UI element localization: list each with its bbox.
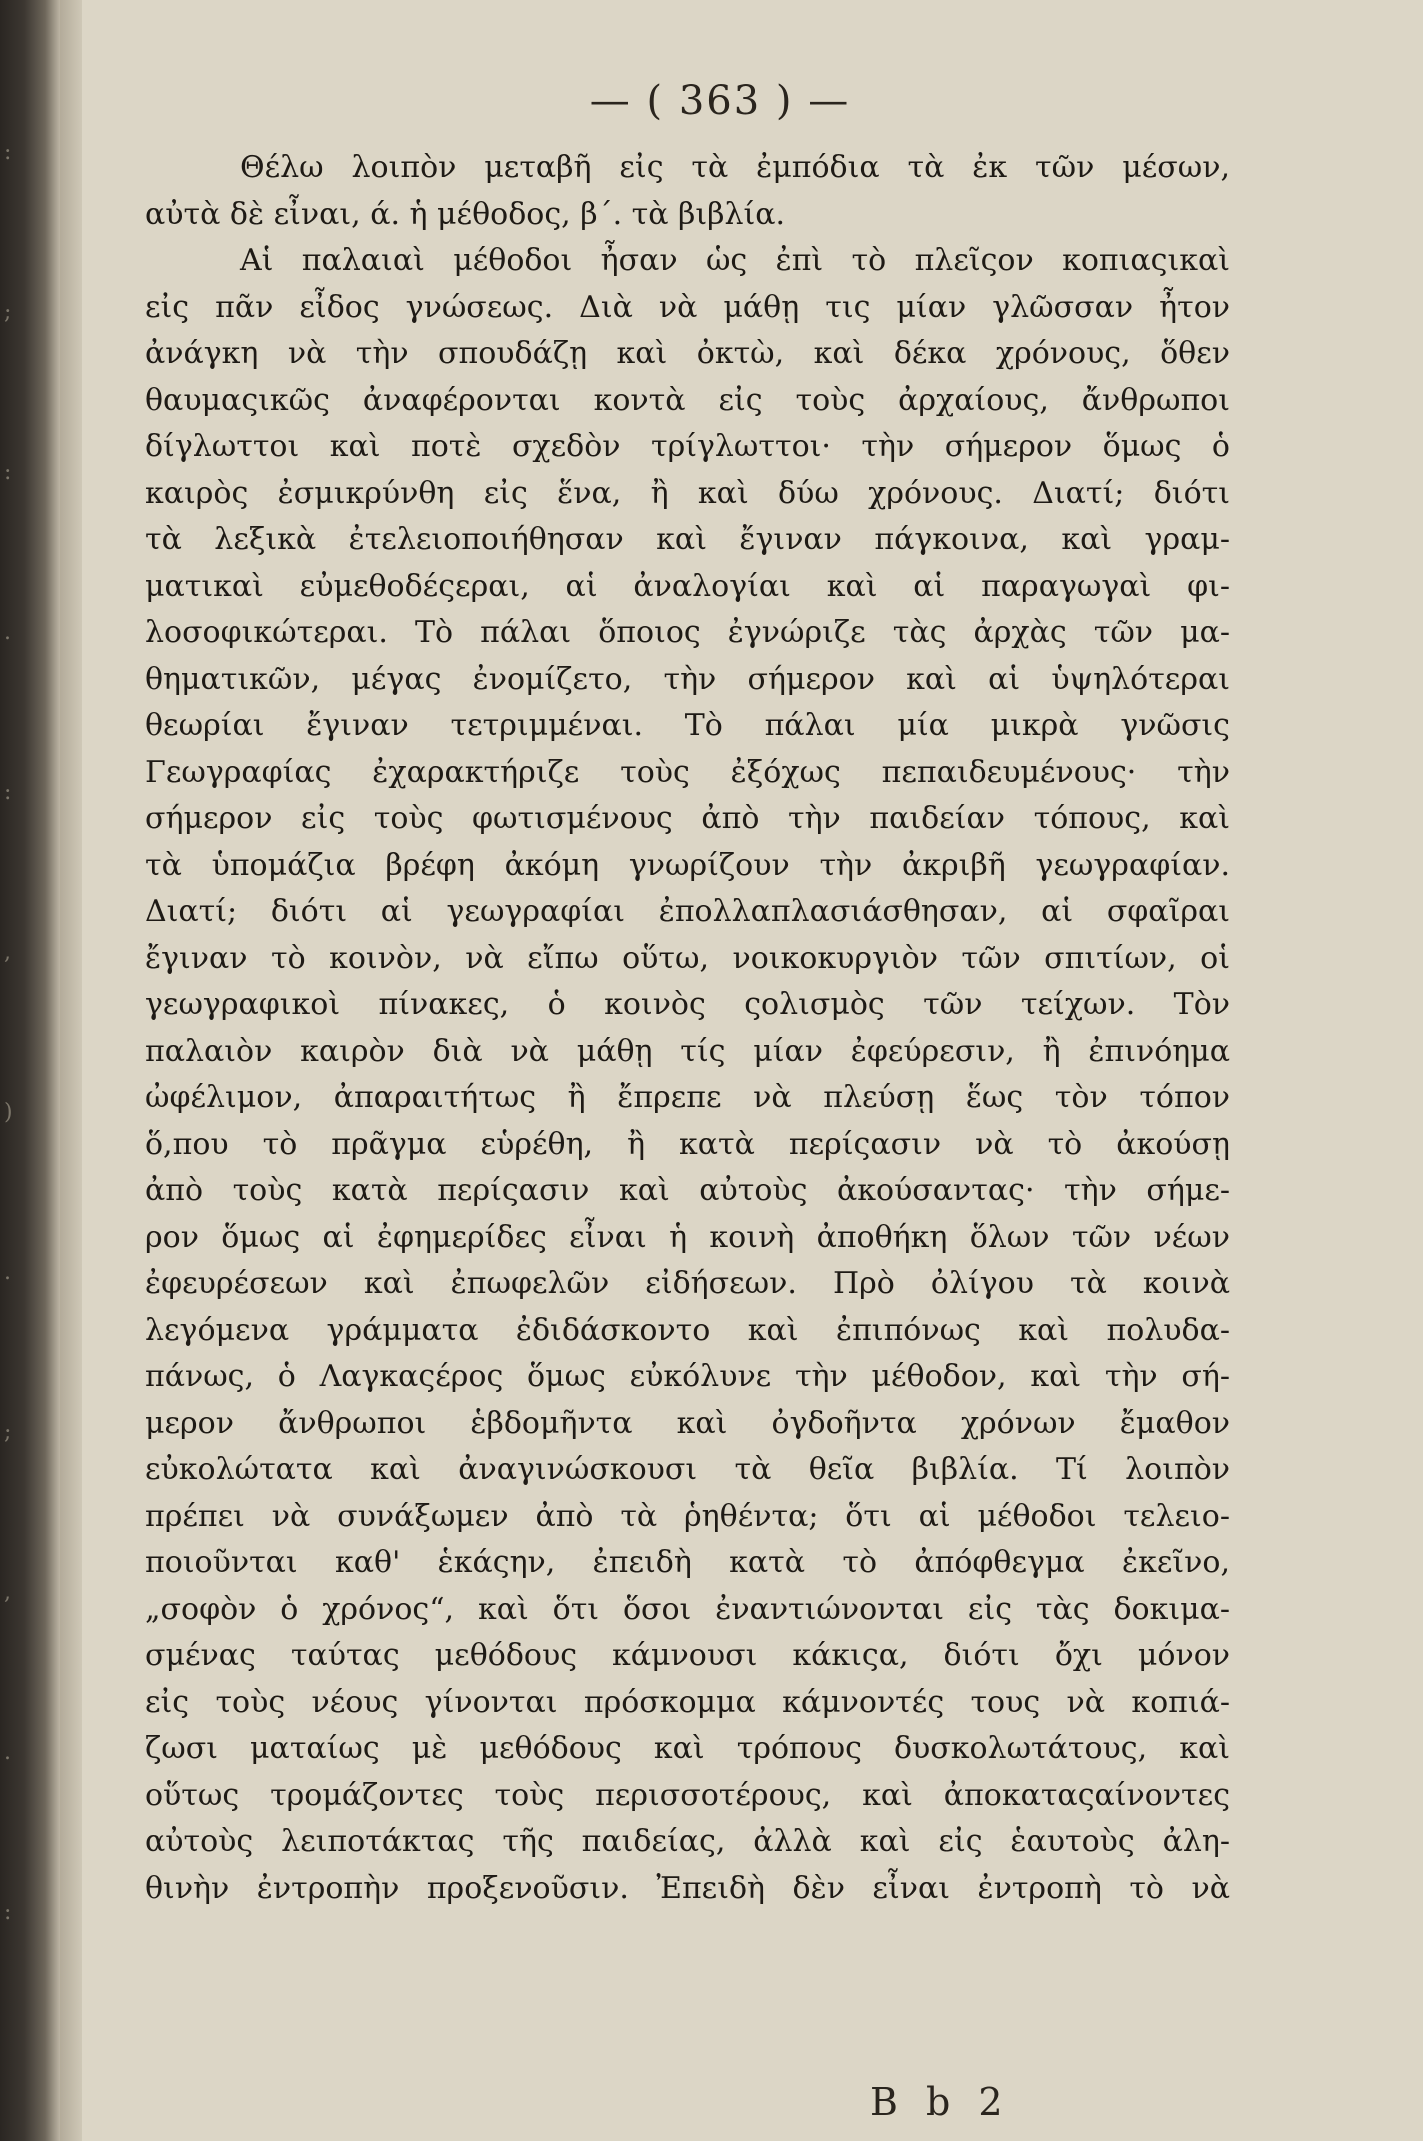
text-line: Γεωγραφίας ἐχαρακτήριζε τοὺς ἐξόχως πεπαιδευμένους· τὴν <box>145 754 1230 790</box>
gutter-edge <box>60 0 82 2141</box>
facing-page-margin: : ; : . : , ) . ; , . : <box>4 140 13 1925</box>
text-line: εὐκολώτατα καὶ ἀναγινώσκουσι τὰ θεῖα βιβλία. Τί λοιπὸν <box>145 1452 1230 1487</box>
text-line: θαυμαςικῶς ἀναφέρονται κοντὰ εἰς τοὺς ἀρχαίους, ἄνθρωποι <box>145 382 1230 418</box>
text-line: σήμερον εἰς τοὺς φωτισμένους ἀπὸ τὴν παιδείαν τόπους, καὶ <box>145 801 1230 836</box>
text-line: μερον ἄνθρωποι ἑβδομῆντα καὶ ὀγδοῆντα χρόνων ἔμαθον <box>145 1405 1230 1441</box>
text-line: καιρὸς ἐσμικρύνθη εἰς ἕνα, ἢ καὶ δύω χρόνους. Διατί; διότι <box>145 475 1230 511</box>
text-line: ρον ὅμως αἱ ἐφημερίδες εἶναι ἡ κοινὴ ἀποθήκη ὅλων τῶν νέων <box>145 1219 1230 1255</box>
text-line: αὐτοὺς λειποτάκτας τῆς παιδείας, ἀλλὰ καὶ εἰς ἑαυτοὺς ἀλη- <box>145 1824 1230 1859</box>
text-line: „σοφὸν ὁ χρόνος“, καὶ ὅτι ὅσοι ἐναντιώνονται εἰς τὰς δοκιμα- <box>145 1591 1230 1627</box>
text-line: σμένας ταύτας μεθόδους κάμνουσι κάκιςα, διότι ὄχι μόνον <box>145 1638 1230 1673</box>
text-line: θινὴν ἐντροπὴν προξενοῦσιν. Ἐπειδὴ δὲν εἶναι ἐντροπὴ τὸ νὰ <box>145 1870 1230 1906</box>
text-line: γεωγραφικοὶ πίνακες, ὁ κοινὸς ςολισμὸς τῶν τείχων. Τὸν <box>145 987 1230 1022</box>
text-line: τὰ ὑπομάζια βρέφη ἀκόμη γνωρίζουν τὴν ἀκριβῆ γεωγραφίαν. <box>145 847 1230 883</box>
text-line: ὅ,που τὸ πρᾶγμα εὑρέθη, ἢ κατὰ περίςασιν νὰ τὸ ἀκούσῃ <box>145 1126 1230 1162</box>
text-line: πρέπει νὰ συνάξωμεν ἀπὸ τὰ ῥηθέντα; ὅτι αἱ μέθοδοι τελειο- <box>145 1498 1230 1534</box>
text-line: Διατί; διότι αἱ γεωγραφίαι ἐπολλαπλασιάσθησαν, αἱ σφαῖραι <box>145 894 1230 929</box>
text-line: λεγόμενα γράμματα ἐδιδάσκοντο καὶ ἐπιπόνως καὶ πολυδα- <box>145 1312 1230 1348</box>
text-line: ματικαὶ εὐμεθοδέςεραι, αἱ ἀναλογίαι καὶ αἱ παραγωγαὶ φι- <box>145 568 1230 604</box>
page-body-text <box>145 145 1230 1912</box>
text-line: αὐτὰ δὲ εἶναι, ά. ἡ μέθοδος, β΄. τὰ βιβλία. <box>145 196 786 232</box>
text-line: θεωρίαι ἔγιναν τετριμμέναι. Τὸ πάλαι μία μικρὰ γνῶσις <box>145 708 1230 743</box>
text-line: ἐφευρέσεων καὶ ἐπωφελῶν εἰδήσεων. Πρὸ ὀλίγου τὰ κοινὰ <box>145 1266 1230 1301</box>
signature-mark: B b 2 <box>870 2080 1011 2124</box>
text-line: εἰς πᾶν εἶδος γνώσεως. Διὰ νὰ μάθῃ τις μίαν γλῶσσαν ἦτον <box>145 289 1230 325</box>
text-line: δίγλωττοι καὶ ποτὲ σχεδὸν τρίγλωττοι· τὴν σήμερον ὅμως ὁ <box>145 429 1230 464</box>
text-line: λοσοφικώτεραι. Τὸ πάλαι ὅποιος ἐγνώριζε τὰς ἀρχὰς τῶν μα- <box>145 615 1230 650</box>
text-line: πάνως, ὁ Λαγκαςέρος ὅμως εὐκόλυνε τὴν μέθοδον, καὶ τὴν σή- <box>145 1359 1230 1394</box>
text-line: τὰ λεξικὰ ἐτελειοποιήθησαν καὶ ἔγιναν πάγκοινα, καὶ γραμ- <box>145 522 1230 557</box>
text-line: οὕτως τρομάζοντες τοὺς περισσοτέρους, καὶ ἀποκαταςαίνοντες <box>145 1777 1230 1813</box>
text-line: παλαιὸν καιρὸν διὰ νὰ μάθῃ τίς μίαν ἐφεύρεσιν, ἢ ἐπινόημα <box>145 1033 1230 1069</box>
text-line: ἔγιναν τὸ κοινὸν, νὰ εἴπω οὕτω, νοικοκυργιὸν τῶν σπιτίων, οἱ <box>145 940 1230 976</box>
text-line: Αἱ παλαιαὶ μέθοδοι ἦσαν ὡς ἐπὶ τὸ πλεῖςον κοπιαςικαὶ <box>240 243 1230 278</box>
text-line: ζωσι ματαίως μὲ μεθόδους καὶ τρόπους δυσκολωτάτους, καὶ <box>145 1731 1230 1766</box>
text-line: εἰς τοὺς νέους γίνονται πρόσκομμα κάμνοντές τους νὰ κοπιά- <box>145 1684 1230 1720</box>
text-line: ὠφέλιμον, ἀπαραιτήτως ἢ ἔπρεπε νὰ πλεύσῃ ἕως τὸν τόπον <box>145 1080 1230 1115</box>
text-line: Θέλω λοιπὸν μεταβῆ εἰς τὰ ἐμπόδια τὰ ἐκ τῶν μέσων, <box>240 150 1230 185</box>
text-line: ἀνάγκη νὰ τὴν σπουδάζῃ καὶ ὀκτὼ, καὶ δέκα χρόνους, ὅθεν <box>145 336 1230 371</box>
text-line: ποιοῦνται καθ' ἑκάςην, ἐπειδὴ κατὰ τὸ ἀπόφθεγμα ἐκεῖνο, <box>145 1545 1230 1580</box>
text-line: ἀπὸ τοὺς κατὰ περίςασιν καὶ αὐτοὺς ἀκούσαντας· τὴν σήμε- <box>145 1173 1230 1208</box>
page-number-header: — ( 363 ) — <box>589 78 851 124</box>
text-line: θηματικῶν, μέγας ἐνομίζετο, τὴν σήμερον καὶ αἱ ὑψηλότεραι <box>145 661 1230 697</box>
